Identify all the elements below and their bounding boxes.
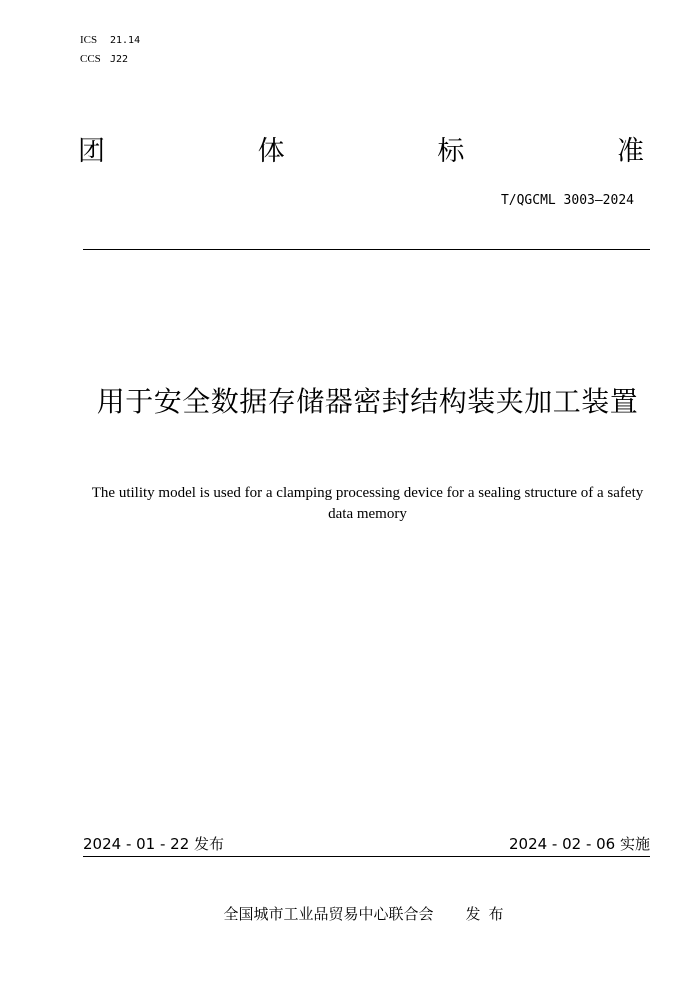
implementation-date: 2024 - 02 - 06 实施 — [508, 835, 650, 853]
ccs-value: J22 — [110, 54, 129, 65]
publisher-name: 全国城市工业品贸易中心联合会 — [223, 905, 434, 923]
standard-type-title — [78, 134, 644, 170]
standard-code: T/QGCML 3003—2024 — [500, 193, 634, 208]
document-title-en: The utility model is used for a clamping processing device for a sealing structure of a safety data memory — [91, 485, 644, 522]
document-title-cn: 用于安全数据存储器密封结构装夹加工装置 — [96, 385, 639, 418]
title-char: 体 — [257, 136, 285, 167]
ics-code — [80, 33, 140, 48]
top-divider — [83, 249, 650, 250]
release-date: 2024 - 01 - 22 发布 — [83, 835, 225, 853]
title-char: 团 — [78, 136, 105, 167]
ccs-label: CCS — [80, 53, 101, 65]
title-char: 准 — [616, 136, 644, 167]
title-char: 标 — [437, 136, 465, 167]
publisher — [80, 904, 655, 924]
ccs-code — [80, 52, 128, 67]
ics-label: ICS — [80, 34, 98, 46]
bottom-divider — [83, 856, 650, 857]
publisher-action: 发布 — [465, 905, 512, 923]
ics-value: 21.14 — [110, 35, 141, 46]
